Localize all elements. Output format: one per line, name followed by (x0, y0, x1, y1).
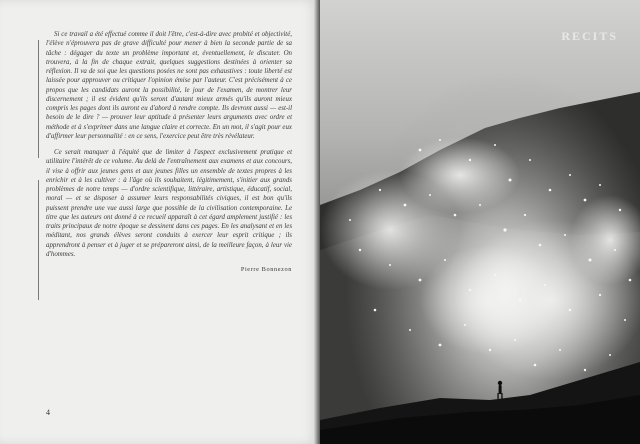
margin-annotation-line (38, 180, 39, 300)
page-number: 4 (46, 408, 50, 417)
left-page (0, 0, 318, 444)
body-text (46, 30, 292, 273)
margin-annotation-line (38, 40, 39, 158)
section-title: RECITS (561, 29, 618, 43)
paragraph-1: Si ce travail a été effectué comme il doit l'être, c'est-à-dire avec probité et objectivité, l'élève n'éprouvera pas de grave difficulté pour mener à bien la seconde partie de sa tâche : dégager du texte un problème important et, éventuellement, le discuter. On trouvera, à la fin de chaque extrait, quelques suggestions destinées à orienter sa réflexion. Il va de soi que les questions posées ne sont pas exhaustives : toute liberté est laissée pour approuver ou critiquer l'opinion émise par l'auteur. C'est précisément à ce propos que les candidats auront la possibilité, le jour de l'examen, de montrer leur discernement ; il est évident qu'ils seront d'autant mieux armés qu'ils auront mieux compris les pages dont ils auront eu d'abord à rendre compte. Ils devront aussi — est-il besoin de le dire ? — prouver leur aptitude à présenter leurs arguments avec ordre et méthode et à s'exprimer dans une langue claire et correcte. En un mot, il s'agit pour eux d'affirmer leur personnalité : en ce sens, l'exercice peut être très révélateur. (46, 31, 292, 140)
author-signature: Pierre Bonnezon (240, 266, 292, 273)
volcano-eruption-photo (320, 0, 640, 444)
right-page (320, 0, 640, 444)
paragraph-2: Ce serait manquer à l'équité que de limiter à l'aspect exclusivement pratique et utilitaire l'intérêt de ce volume. Au delà de l'entraînement aux examens et aux concours, il vise à offrir aux jeunes gens et aux jeunes filles un ensemble de textes propres à les enrichir et à les cultiver : à l'âge où ils souhaitent, légitimement, s'initier aux grands problèmes de notre temps — d'ordre scientifique, littéraire, artistique, éducatif, social, moral — et se disposer à assumer leurs responsabilités civiques, il est bon qu'ils puissent prendre une vue aussi large que possible de la civilisation contemporaine. Le titre que les auteurs ont donné à ce recueil apparaît à cet égard amplement justifié : les traits principaux de notre époque se dessinent dans ces pages. En les analysant et en les méditant, nos grands élèves seront conduits à exercer leur esprit critique ; ils apprendront à penser et à juger et se prépareront ainsi, de la meilleure façon, à leur vie d'hommes. (46, 149, 292, 258)
